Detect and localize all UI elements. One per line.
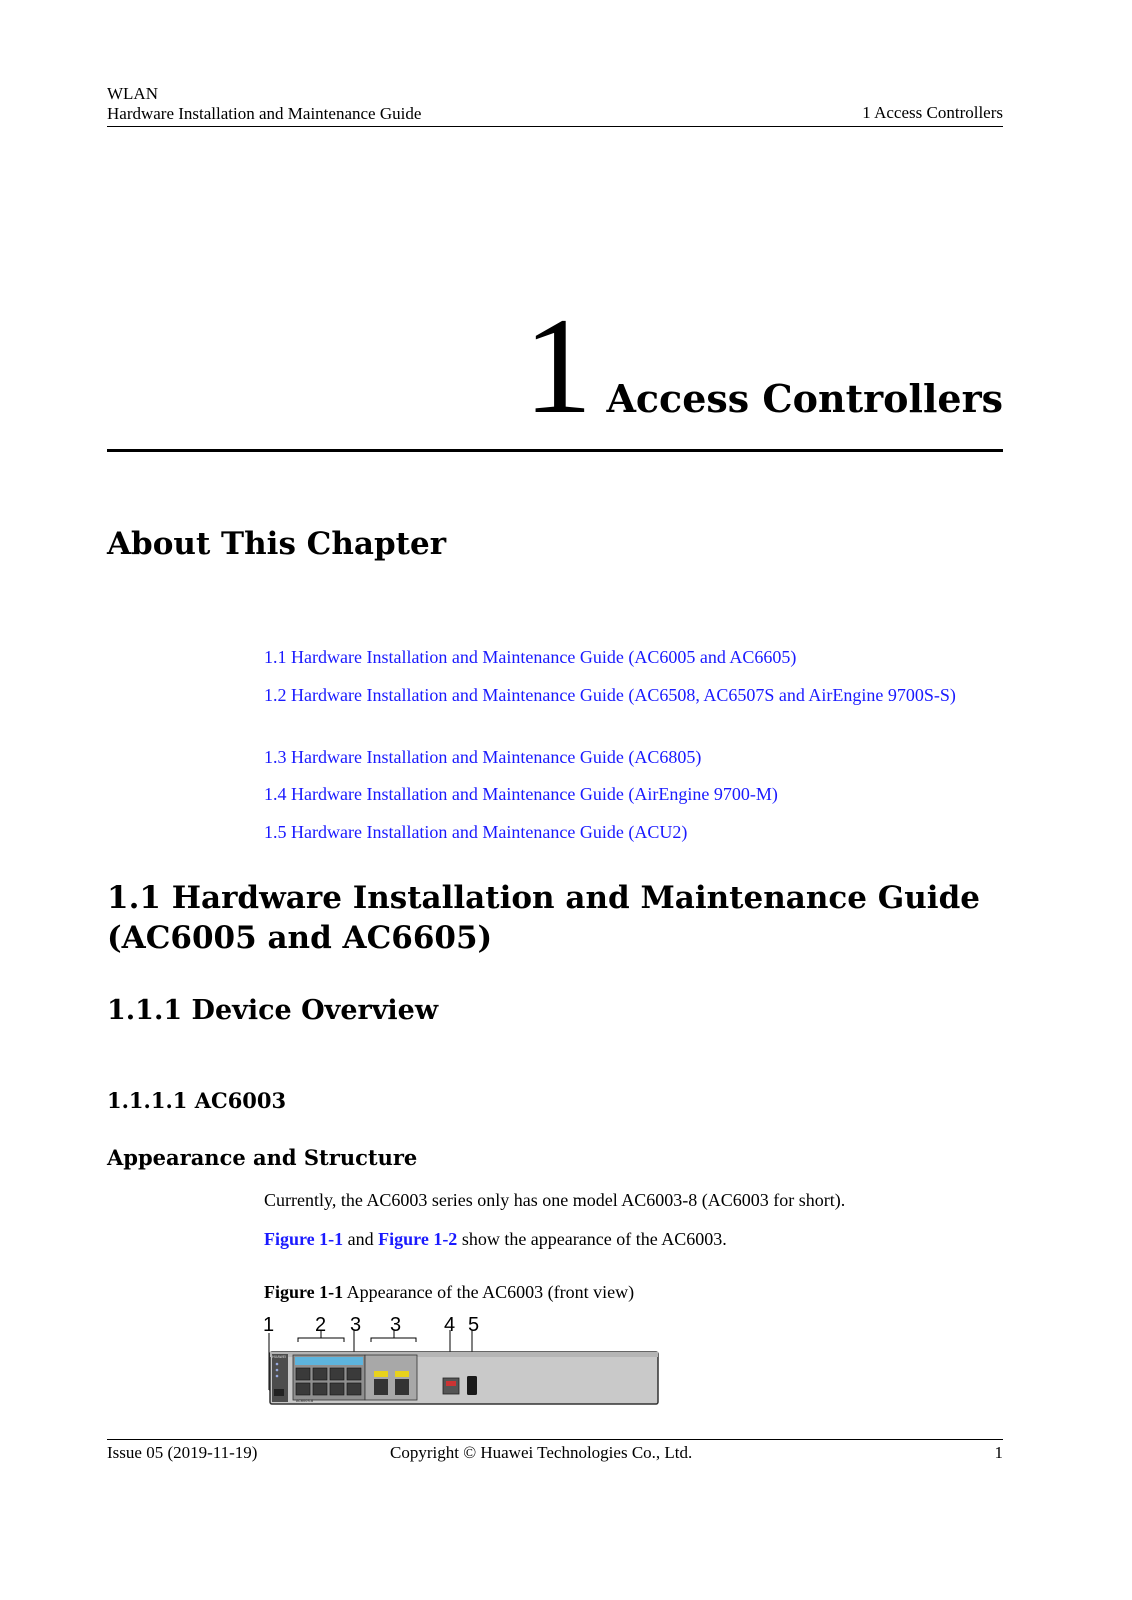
toc-link-1-1[interactable]: 1.1 Hardware Installation and Maintenance Guide (AC6005 and AC6605) — [264, 647, 797, 667]
appearance-paragraph-1: Currently, the AC6003 series only has one model AC6003-8 (AC6003 for short). — [264, 1190, 846, 1210]
led-indicator — [276, 1369, 279, 1372]
header-rule — [107, 126, 1003, 127]
header-product: WLAN — [107, 84, 158, 103]
footer-issue: Issue 05 (2019-11-19) — [107, 1443, 258, 1462]
ac6003-front-view-figure — [262, 1330, 662, 1410]
chapter-title: Access Controllers — [606, 376, 1003, 421]
brand-logo: HUAWEI — [272, 1355, 287, 1359]
callout-3b: 3 — [390, 1314, 402, 1336]
appearance-paragraph-2 — [264, 1227, 1004, 1251]
section-1-1-1-heading: 1.1.1 Device Overview — [107, 995, 439, 1026]
led-indicator — [276, 1375, 279, 1378]
device-label: AC6003-8 — [296, 1399, 314, 1403]
callout-1: 1 — [263, 1314, 275, 1336]
usb-port — [467, 1376, 477, 1395]
led-indicator — [276, 1363, 279, 1366]
callout-2: 2 — [315, 1314, 327, 1336]
toc-link-1-4[interactable]: 1.4 Hardware Installation and Maintenance Guide (AirEngine 9700-M) — [264, 784, 778, 804]
callout-4: 4 — [444, 1314, 456, 1336]
appearance-heading: Appearance and Structure — [107, 1145, 418, 1170]
header-doc-title: Hardware Installation and Maintenance Guide — [107, 104, 422, 123]
footer-page-number: 1 — [994, 1443, 1003, 1462]
combo-port-block — [365, 1355, 417, 1400]
figure-1-2-xref[interactable]: Figure 1-2 — [378, 1229, 458, 1249]
callout-3a: 3 — [350, 1314, 362, 1336]
section-1-1-heading-line1: 1.1 Hardware Installation and Maintenance Guide — [107, 880, 980, 916]
sfp-port — [395, 1379, 409, 1395]
figure-caption — [264, 1280, 634, 1304]
figure-caption-text: Appearance of the AC6003 (front view) — [343, 1282, 635, 1302]
about-heading: About This Chapter — [107, 526, 447, 562]
figure-1-1-xref[interactable]: Figure 1-1 — [264, 1229, 344, 1249]
callout-5: 5 — [468, 1314, 480, 1336]
toc-link-1-5[interactable]: 1.5 Hardware Installation and Maintenance Guide (ACU2) — [264, 822, 688, 842]
chapter-rule — [107, 449, 1003, 452]
management-port-led — [446, 1381, 456, 1386]
combo-port-led — [395, 1371, 409, 1377]
sfp-port — [374, 1379, 388, 1395]
section-1-1-1-1-heading: 1.1.1.1 AC6003 — [107, 1088, 287, 1113]
figure-caption-label: Figure 1-1 — [264, 1282, 344, 1302]
para2-rest: show the appearance of the AC6003. — [457, 1229, 727, 1249]
para2-and: and — [343, 1229, 379, 1249]
toc-link-1-3[interactable]: 1.3 Hardware Installation and Maintenance Guide (AC6805) — [264, 747, 702, 767]
header-chapter-ref: 1 Access Controllers — [862, 103, 1003, 122]
footer-rule — [107, 1439, 1003, 1440]
footer-copyright: Copyright © Huawei Technologies Co., Ltd. — [390, 1443, 693, 1462]
chapter-number: 1 — [523, 289, 593, 442]
chapter-title-block — [523, 289, 1003, 442]
combo-port-led — [374, 1371, 388, 1377]
toc-link-1-2[interactable]: 1.2 Hardware Installation and Maintenance Guide (AC6508, AC6507S and AirEngine 9700S-S) — [264, 685, 956, 705]
section-1-1-heading-line2: (AC6005 and AC6605) — [107, 920, 493, 956]
console-port — [274, 1389, 284, 1396]
port-led-strip — [295, 1357, 363, 1365]
